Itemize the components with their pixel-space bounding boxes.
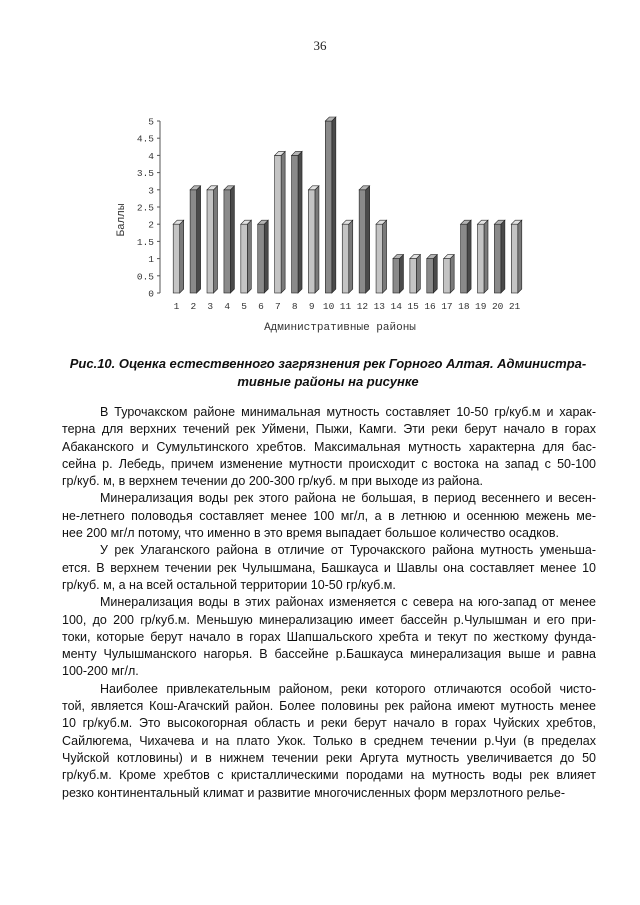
text-line: 10 гр/куб.м. Это высокогорная область и реки берут начало в горах Чуйских хребтов, [62,716,596,731]
x-tick-label: 7 [275,301,281,312]
text-line: Сайлюгема, Чихачева и на плато Укок. Только в среднем течении р.Чуи (в пределах [62,733,596,748]
paragraph [62,404,596,490]
bar-front [173,224,180,293]
bar-side [450,255,454,293]
x-tick-label: 11 [339,301,352,312]
bar-side [197,186,201,293]
y-tick-label: 0.5 [136,271,154,283]
x-tick-label: 16 [424,301,436,312]
bar-front [241,224,248,293]
paragraph [62,594,596,680]
text-line: гр/куб.м. Кроме хребтов с кристаллическими породами на мутность воды рек влияет [62,768,596,783]
bar-front [494,224,501,293]
y-tick-label: 4.5 [136,133,154,145]
bar [376,220,387,293]
bar [410,255,421,293]
bar-side [230,186,234,293]
text-line: сейна р. Лебедь, причем изменение мутности происходит с востока на запад с 50-100 [62,456,596,471]
y-tick-label: 1.5 [136,236,154,248]
text-line: терна для верхних течений рек Уймени, Пыжи, Камги. Эти реки берут начало в горах [62,422,596,437]
bar-side [264,220,268,293]
bar-side [214,186,218,293]
x-tick-labels [174,301,521,312]
text-line: В Турочакском районе минимальная мутность составляет 10-50 гр/куб.м и харак- [100,405,596,419]
text-line: Наиболее привлекательным районом, реки которого отличаются особой чисто- [100,681,596,696]
bar-front [308,190,315,293]
bar-side [332,117,336,293]
bar-front [477,224,484,293]
x-tick-label: 19 [475,301,487,312]
text-line: гр/куб. м, в верхнем течении до 200-300 гр/куб. м при выходе из района. [62,474,483,489]
text-line: 100-200 мг/л. [62,664,139,679]
y-tick-label: 0 [148,288,154,300]
bar-side [416,255,420,293]
bar [393,255,404,293]
caption-line: тивные районы на рисунке [237,374,419,389]
bar [494,220,505,293]
text-line: ется. В верхнем течении рек Чулышмана, Башкауса и Шавлы она составляет менее 10 [62,560,596,575]
x-tick-label: 18 [458,301,470,312]
x-tick-label: 4 [224,301,231,312]
bar [444,255,455,293]
bar-front [190,190,197,293]
bar [292,151,303,293]
paragraph [62,490,596,542]
bar-front [410,259,417,293]
bar-front [376,224,383,293]
bar [325,117,336,293]
bar-front [292,155,299,293]
x-tick-label: 12 [356,301,369,312]
bar [190,186,201,293]
text-line: гр/куб. м, а на всей остальной территории 10-50 гр/куб.м. [62,577,396,592]
y-tick-label: 3.5 [136,168,154,180]
bar-front [258,224,265,293]
bar-side [467,220,471,293]
text-line: резко континентальный климат и развитие многочисленных форм мерзлотного релье- [62,785,565,800]
y-tick-label: 2 [148,219,154,231]
bar-front [359,190,366,293]
x-tick-label: 9 [308,301,315,312]
text-line: токи, которые берут начало в горах Шапшальского хребта и текут по жесткому фунда- [62,629,596,644]
bar-side [433,255,437,293]
bar-side [315,186,319,293]
y-tick-label: 5 [148,116,154,128]
bar [275,151,286,293]
bar-front [461,224,468,293]
bar [241,220,252,293]
caption-line: Рис.10. Оценка естественного загрязнения рек Горного Алтая. Администра- [69,356,587,371]
bar [224,186,235,293]
x-tick-label: 13 [373,301,386,312]
bar-side [366,186,370,293]
x-tick-label: 1 [173,301,180,312]
text-line: не-летнего половодья составляет менее 100 мг/л, а в летнюю и осеннюю межень ме- [62,508,596,523]
paragraph [62,681,596,802]
x-tick-label: 15 [407,301,419,312]
bar-front [444,259,451,293]
bar-front [275,155,282,293]
bar-side [298,151,302,293]
bars [173,117,522,293]
y-axis [137,117,160,300]
text-line: Абаканского и Сумультинского хребтов. Максимальная мутность характерна для бас- [62,439,596,454]
bar-side [281,151,285,293]
x-tick-label: 17 [441,301,453,312]
y-tick-label: 2.5 [136,202,154,214]
bar-front [427,259,434,293]
x-axis-label: Административные районы [264,322,416,334]
bar-chart [100,108,550,338]
bar-side [383,220,387,293]
bar-side [349,220,353,293]
bar [173,220,184,293]
bar-front [342,224,349,293]
body-text [62,404,596,802]
bar [308,186,319,293]
text-line: менту Чулышманского нагорья. В бассейне р.Башкауса минерализация выше и равна [62,647,596,662]
x-tick-label: 8 [291,301,298,312]
x-tick-label: 3 [207,301,214,312]
y-tick-label: 3 [148,185,154,197]
figure-caption [62,355,594,391]
x-tick-label: 20 [491,301,504,312]
bar-side [247,220,251,293]
bar-front [325,121,332,293]
bar-side [399,255,403,293]
bar [258,220,269,293]
text-line: 100, до 200 гр/куб.м. Меньшую минерализацию имеет бассейн р.Чулышман и его при- [62,612,596,627]
bar-side [484,220,488,293]
x-tick-label: 6 [258,301,264,312]
text-line: Минерализация воды в этих районах изменяется с севера на юго-запад от менее [100,595,596,610]
bar-front [224,190,231,293]
text-line: У рек Улаганского района в отличие от Турочакского района мутность уменьша- [100,543,596,558]
text-line: нее 200 мг/л потому, что именно в это время выпадает большое количество осадков. [62,526,559,541]
y-tick-label: 1 [148,254,154,266]
x-tick-label: 21 [508,301,521,312]
bar-front [207,190,214,293]
x-tick-label: 2 [190,301,197,312]
x-tick-label: 10 [322,301,335,312]
x-tick-label: 14 [390,301,402,312]
page-number: 36 [313,38,327,53]
bar [461,220,472,293]
text-line: Минерализация воды рек этого района не большая, в период весеннего и весен- [100,491,596,506]
bar [427,255,438,293]
bar [359,186,370,293]
bar [207,186,218,293]
bar [511,220,522,293]
bar [477,220,488,293]
x-tick-label: 5 [241,301,247,312]
y-tick-label: 4 [148,150,154,162]
bar-side [518,220,522,293]
bar-side [501,220,505,293]
text-line: той, является Кош-Агачский район. Более половины рек района имеют мутность менее [62,699,596,714]
bar-front [393,259,400,293]
bar-front [511,224,518,293]
y-axis-label: Баллы [116,203,128,237]
paragraph [62,542,596,594]
bar [342,220,353,293]
text-line: Чуйской котловины) и в нижнем течении реки Аргута мутность увеличивается до 50 [62,750,596,765]
bar-side [180,220,184,293]
